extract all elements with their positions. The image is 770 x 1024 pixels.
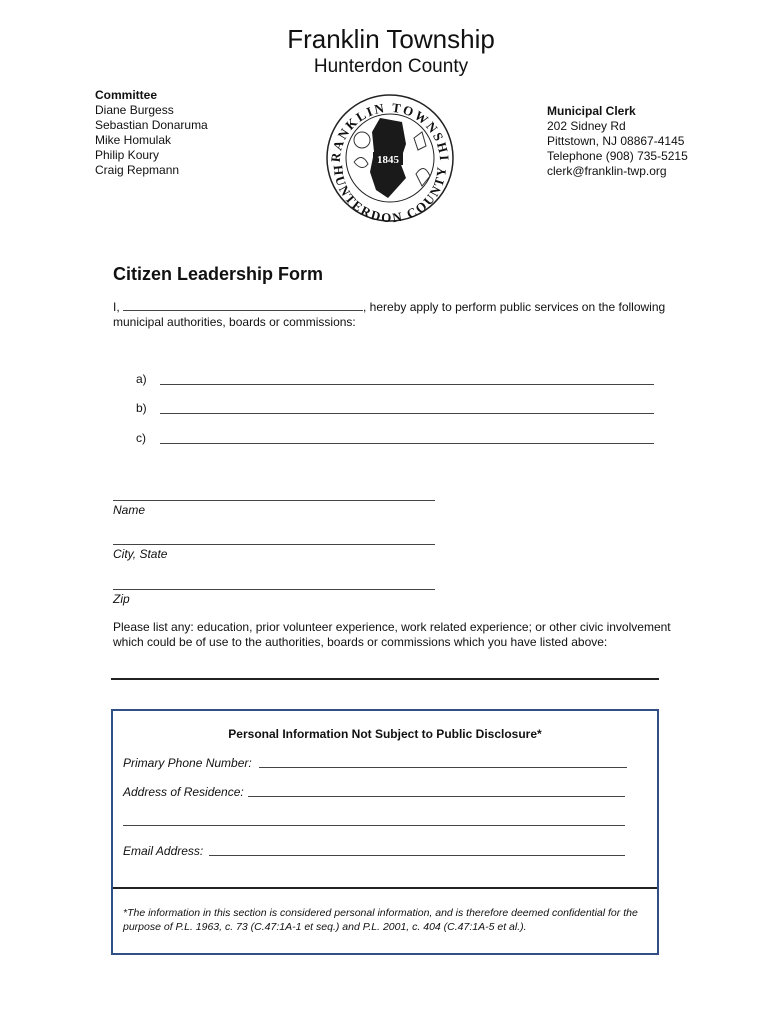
confidentiality-note: *The information in this section is considered personal information, and is therefore deemed confidential for the purpose of P.L. 1963, c. 73 (C.47:1A-1 et seq.) and P.L. 2001, c. 404 (C.47:1A-5 et al.). [123, 907, 638, 933]
item-c-blank[interactable] [160, 432, 654, 444]
address-blank[interactable] [248, 785, 625, 797]
item-row-b [136, 401, 147, 415]
zip-blank[interactable] [113, 578, 435, 590]
applicant-name-blank[interactable] [123, 299, 363, 311]
phone-label: Primary Phone Number: [123, 756, 252, 770]
committee-member: Sebastian Donaruma [95, 118, 208, 132]
committee-block [95, 88, 208, 178]
phone-blank[interactable] [259, 756, 627, 768]
box-divider [113, 887, 657, 889]
clerk-block [547, 104, 688, 179]
intro-suffix: , hereby apply to perform public services on the following [363, 300, 666, 314]
name-blank[interactable] [113, 489, 435, 501]
experience-line1: Please list any: education, prior volunteer experience, work related experience; or other civic involvement [113, 620, 671, 634]
committee-member: Diane Burgess [95, 103, 174, 117]
clerk-heading: Municipal Clerk [547, 104, 636, 118]
private-info-heading: Personal Information Not Subject to Public Disclosure* [228, 727, 542, 741]
item-row-a [136, 372, 147, 386]
zip-label: Zip [113, 592, 130, 606]
clerk-email: clerk@franklin-twp.org [547, 164, 667, 178]
city-state-label: City, State [113, 547, 168, 561]
experience-line2: which could be of use to the authorities, boards or commissions which you have listed above: [113, 635, 608, 649]
page-title: Franklin Township [287, 24, 495, 54]
experience-instructions [113, 620, 673, 650]
seal-year: 1845 [377, 154, 399, 166]
committee-member: Philip Koury [95, 148, 160, 162]
seal-top-text: RANKLIN TOWNSHI [327, 99, 453, 163]
clerk-address-line2: Pittstown, NJ 08867-4145 [547, 134, 685, 148]
item-a-blank[interactable] [160, 373, 654, 385]
township-seal-graphic [318, 92, 462, 224]
address-label: Address of Residence: [123, 785, 244, 799]
form-title: Citizen Leadership Form [113, 264, 324, 284]
township-seal [318, 92, 462, 224]
clerk-phone: Telephone (908) 735-5215 [547, 149, 688, 163]
item-letter: b) [136, 401, 147, 415]
intro-paragraph [113, 299, 673, 330]
item-b-blank[interactable] [160, 402, 654, 414]
experience-answer-line[interactable] [111, 678, 659, 680]
seal-bottom-text: HUNTERDON COUNTY [330, 164, 450, 224]
committee-member: Craig Repmann [95, 163, 180, 177]
city-state-blank[interactable] [113, 533, 435, 545]
committee-member: Mike Homulak [95, 133, 172, 147]
intro-prefix: I, [113, 300, 120, 314]
private-info-box [111, 709, 659, 955]
email-label: Email Address: [123, 844, 204, 858]
page-subtitle: Hunterdon County [313, 56, 469, 77]
clerk-address-line1: 202 Sidney Rd [547, 119, 626, 133]
email-blank[interactable] [209, 844, 625, 856]
committee-heading: Committee [95, 88, 158, 102]
name-label: Name [113, 503, 146, 517]
item-letter: a) [136, 372, 147, 386]
intro-line2: municipal authorities, boards or commissions: [113, 315, 356, 329]
address-blank-line2[interactable] [123, 814, 625, 826]
item-row-c [136, 431, 146, 445]
item-letter: c) [136, 431, 146, 445]
